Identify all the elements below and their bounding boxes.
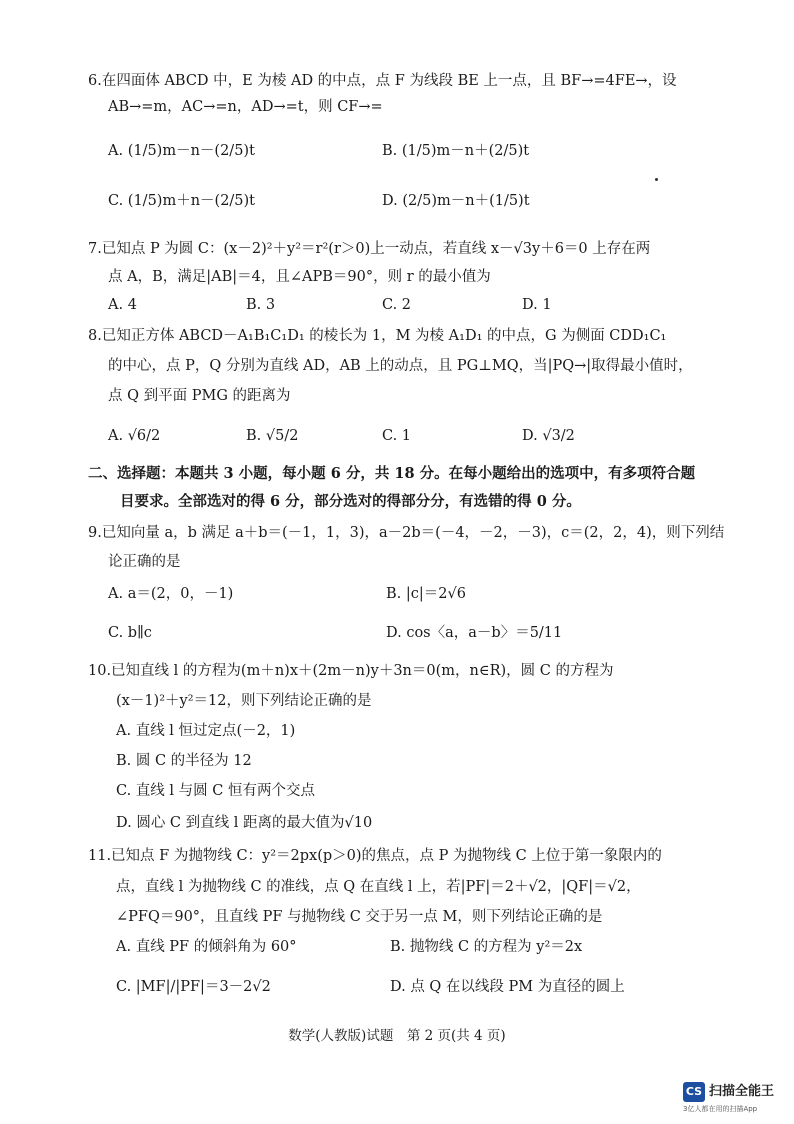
q7-option-d: D. 1 [522,297,552,313]
scanner-tagline: 3亿人都在用的扫描App [683,1105,758,1113]
q8-option-d: D. √3/2 [522,428,575,444]
q7-option-c: C. 2 [382,297,412,313]
q6-option-d: D. (2/5)m－n＋(1/5)t [382,193,530,209]
q8-stem-3: 点 Q 到平面 PMG 的距离为 [108,388,291,404]
q11-stem-3: ∠PFQ＝90°，且直线 PF 与抛物线 C 交于另一点 M，则下列结论正确的是 [116,909,603,925]
q10-option-b: B. 圆 C 的半径为 12 [116,753,252,769]
speck-mark [655,178,658,181]
q8-stem-1: 8.已知正方体 ABCD－A₁B₁C₁D₁ 的棱长为 1，M 为棱 A₁D₁ 的中点，G 为侧面 CDD₁C₁ [88,328,667,344]
q9-option-d: D. cos〈a，a－b〉＝5/11 [386,625,563,641]
q6-stem-1: 6.在四面体 ABCD 中，E 为棱 AD 的中点，点 F 为线段 BE 上一点，且 BF→=4FE→，设 [88,73,677,89]
q11-option-b: B. 抛物线 C 的方程为 y²＝2x [390,939,583,955]
q7-stem-1: 7.已知点 P 为圆 C：(x－2)²＋y²＝r²(r＞0)上一动点，若直线 x－√3y＋6＝0 上存在两 [88,241,651,257]
scanner-watermark [683,1082,783,1116]
q6-option-a: A. (1/5)m－n－(2/5)t [108,143,255,159]
q6-option-c: C. (1/5)m＋n－(2/5)t [108,193,256,209]
q6-stem-2: AB→=m，AC→=n，AD→=t，则 CF→= [108,99,383,115]
q9-option-b: B. |c|＝2√6 [386,586,466,602]
q11-option-c: C. |MF|/|PF|＝3－2√2 [116,979,271,995]
q10-option-a: A. 直线 l 恒过定点(－2，1) [116,723,296,739]
scanner-name: 扫描全能王 [709,1084,775,1099]
q8-stem-2: 的中心，点 P，Q 分别为直线 AD，AB 上的动点，且 PG⊥MQ，当|PQ→|取得最小值时， [108,358,693,374]
q7-option-a: A. 4 [108,297,137,313]
q10-stem-1: 10.已知直线 l 的方程为(m＋n)x＋(2m－n)y＋3n＝0(m，n∈R)，圆 C 的方程为 [88,663,614,679]
q11-stem-2: 点，直线 l 为抛物线 C 的准线，点 Q 在直线 l 上，若|PF|＝2＋√2，|QF|＝√2， [116,879,641,895]
q10-option-c: C. 直线 l 与圆 C 恒有两个交点 [116,783,315,799]
section-2-heading-1: 二、选择题：本题共 3 小题，每小题 6 分，共 18 分。在每小题给出的选项中，有多项符合题 [88,465,696,482]
q8-option-c: C. 1 [382,428,412,444]
scanner-logo-icon: CS [683,1082,705,1102]
q11-option-a: A. 直线 PF 的倾斜角为 60° [116,939,297,955]
q7-option-b: B. 3 [246,297,276,313]
page-footer: 数学(人教版)试题 第 2 页(共 4 页) [288,1028,506,1044]
section-2-heading-2: 目要求。全部选对的得 6 分，部分选对的得部分分，有选错的得 0 分。 [120,493,581,510]
q10-option-d: D. 圆心 C 到直线 l 距离的最大值为√10 [116,815,373,831]
q9-stem-2: 论正确的是 [108,554,181,570]
q7-stem-2: 点 A，B，满足|AB|＝4，且∠APB＝90°，则 r 的最小值为 [108,269,491,285]
q11-stem-1: 11.已知点 F 为抛物线 C：y²＝2px(p＞0)的焦点，点 P 为抛物线 C 上位于第一象限内的 [88,848,662,864]
q6-option-b: B. (1/5)m－n＋(2/5)t [382,143,530,159]
q10-stem-2: (x－1)²＋y²＝12，则下列结论正确的是 [116,693,372,709]
q9-option-a: A. a＝(2，0，－1) [108,586,234,602]
q8-option-b: B. √5/2 [246,428,299,444]
q9-stem-1: 9.已知向量 a，b 满足 a＋b＝(－1，1，3)，a－2b＝(－4，－2，－3)，c＝(2，2，4)，则下列结 [88,525,725,541]
q9-option-c: C. b∥c [108,625,152,641]
q11-option-d: D. 点 Q 在以线段 PM 为直径的圆上 [390,979,625,995]
q8-option-a: A. √6/2 [108,428,161,444]
